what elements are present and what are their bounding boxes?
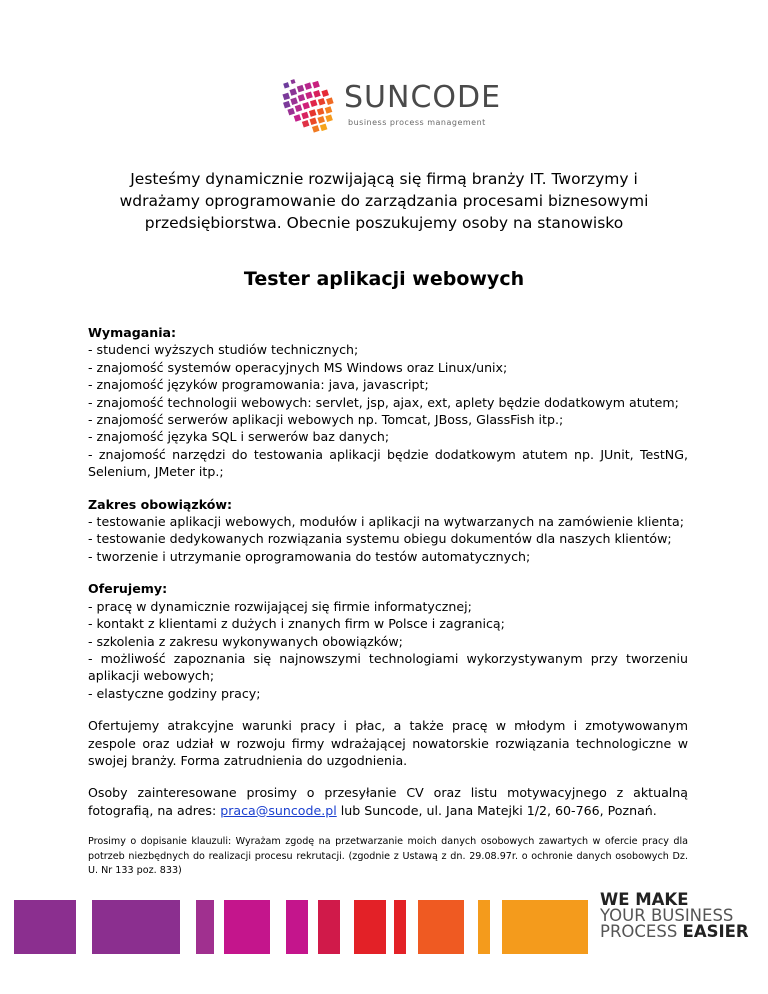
company-logo [282,74,512,146]
duties-section [88,496,688,566]
slogan-line-2: YOUR BUSINESS [600,906,734,925]
list-item: - tworzenie i utrzymanie oprogramowania do testów automatycznych; [88,548,531,564]
stripe [478,900,490,954]
email-link[interactable]: praca@suncode.pl [220,802,337,818]
job-title: Tester aplikacji webowych [243,268,525,290]
slogan-line-3 [600,924,749,940]
list-item: - kontakt z klientami z dużych i znanych firm w Polsce i zagranicą; [88,616,505,632]
stripe [92,900,180,954]
stripe [196,900,214,954]
apply-text-before: Osoby zainteresowane prosimy o przesyłanie CV oraz listu motywacyjnego z aktualną fotografią, na adres: [88,785,688,818]
gdpr-clause: Prosimy o dopisanie klauzuli: Wyrażam zgodę na przetwarzanie moich danych osobowych zawartych w ofercie pracy dla potrzeb niezbędnych do realizacji procesu rekrutacji. (zgodnie z Ustawą z dn. 29.08.97r. o ochronie danych osobowych Dz. U. Nr 133 poz. 833) [88,836,688,876]
stripe [394,900,406,954]
list-item: - znajomość języka SQL i serwerów baz danych; [88,429,390,445]
stripe [224,900,270,954]
stripe [14,900,76,954]
requirements-heading: Wymagania: [88,325,177,340]
list-item: - elastyczne godziny pracy; [88,685,261,701]
logo-wordmark: SUNCODE [344,80,502,115]
stripe [286,900,308,954]
list-item: - testowanie aplikacji webowych, modułów i aplikacji na wytwarzanych na zamówienie klienta; [88,514,684,530]
list-item: - znajomość języków programowania: java, javascript; [88,377,429,393]
apply-text-after: lub Suncode, ul. Jana Matejki 1/2, 60-766, Poznań. [336,802,657,818]
list-item: - studenci wyższych studiów technicznych; [88,342,359,358]
offer-heading: Oferujemy: [88,581,168,597]
stripe [318,900,340,954]
list-item: - znajomość serwerów aplikacji webowych np. Tomcat, JBoss, GlassFish itp.; [88,412,564,428]
list-item: - możliwość zapoznania się najnowszymi technologiami wykorzystywanym przy tworzeniu aplikacji webowych; [88,650,688,684]
list-item: - znajomość technologii webowych: servlet, jsp, ajax, ext, aplety będzie dodatkowym atutem; [88,394,679,410]
list-item: - znajomość narzędzi do testowania aplikacji będzie dodatkowym atutem np. JUnit, TestNG, Selenium, JMeter itp.; [88,446,688,480]
intro-text: Jesteśmy dynamicznie rozwijającą się firmą branży IT. Tworzymy i wdrażamy oprogramowanie do zarządzania procesami biznesowymi przedsiębiorstwa. Obecnie poszukujemy osoby na stanowisko [119,170,649,232]
slogan-line-3b: EASIER [682,922,749,941]
slogan-line-1: WE MAKE [600,890,689,909]
slogan-line-3a: PROCESS [600,922,683,941]
apply-paragraph [88,784,688,819]
list-item: - testowanie dedykowanych rozwiązania systemu obiegu dokumentów dla naszych klientów; [88,531,672,547]
offer-section [88,580,688,702]
stripe [418,900,464,954]
requirements-section [88,324,688,481]
suncode-mosaic-icon [282,74,344,146]
offer-content [88,324,688,878]
duties-heading: Zakres obowiązków: [88,496,233,512]
list-item: - szkolenia z zakresu wykonywanych obowiązków; [88,633,403,649]
slogan [600,892,749,940]
list-item: - znajomość systemów operacyjnych MS Windows oraz Linux/unix; [88,359,508,375]
stripe [502,900,588,954]
conditions-paragraph: Ofertujemy atrakcyjne warunki pracy i płac, a także pracę w młodym i zmotywowanym zespole oraz udział w rozwoju firmy wdrażającej nowatorskie rozwiązania technologiczne w swojej branży. Forma zatrudnienia do uzgodnienia. [88,718,688,768]
stripe [354,900,386,954]
logo-tagline: business process management [348,118,486,127]
list-item: - pracę w dynamicznie rozwijającej się firmie informatycznej; [88,598,472,614]
